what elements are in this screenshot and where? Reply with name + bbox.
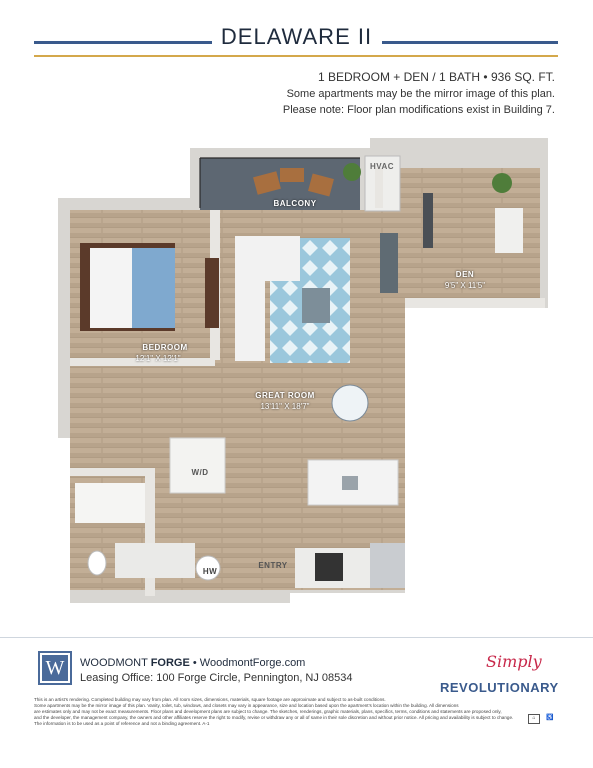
floor-plan (40, 138, 555, 608)
footer-rule (0, 637, 593, 638)
bed-blanket (132, 248, 175, 328)
disclaimer-line: This is an artist's rendering. Completed building may vary from plan. All room sizes, dimensions, materials, square footage are approximate and subject to as-built conditions. (34, 697, 386, 702)
leasing-office: Leasing Office: 100 Forge Circle, Pennington, NJ 08534 (80, 672, 353, 684)
woodmont-logo: W (38, 651, 72, 685)
accessibility-icon: ♿ (546, 715, 554, 721)
disclaimer-line: and the developer, the management company, the owners and other affiliates reserve the right to modify, revise or withdraw any or all of same in their sole discretion and without prior notice. All pricing and availability is subject to change. (34, 715, 514, 720)
brand-line (80, 657, 305, 669)
tv-console (380, 233, 398, 293)
balcony-table (280, 168, 304, 182)
brand-website-link[interactable]: • WoodmontForge.com (192, 657, 306, 669)
brand-name: WOODMONT (80, 657, 148, 669)
great-room-label: GREAT ROOM (255, 391, 315, 400)
entry-label: ENTRY (258, 561, 288, 570)
brand-name-bold: FORGE (150, 657, 190, 669)
plant-icon (492, 173, 512, 193)
disclaimer-line: Some apartments may be the mirror image of this plan. Vanity, toilet, tub, windows, and closets may vary in appearance, size and location based upon the apartment's location within the building. All dimensions (34, 703, 459, 708)
den-label: DEN (455, 270, 475, 279)
disclaimer-line: are estimates only and may not be exact measurements. Floor plans and development plans are subject to change. The sketches, renderings, graphic materials, plans, specifics, terms, conditions and statements are proposed only, (34, 709, 502, 714)
vanity (115, 543, 195, 578)
revolutionary-tagline: REVOLUTIONARY (440, 680, 559, 695)
sink-icon (342, 476, 358, 490)
laundry-closet (170, 438, 225, 493)
simply-tagline: Simply (486, 652, 542, 671)
den-bench (423, 193, 433, 248)
header-rule-gold (34, 55, 558, 57)
bedroom-dimensions: 12'1" X 12'1" (135, 354, 181, 363)
bathtub (75, 483, 145, 523)
modification-note: Please note: Floor plan modifications exist in Building 7. (282, 104, 555, 116)
disclaimer-line: The information is to be used as a point of reference and not a binding agreement. A-1 (34, 721, 210, 726)
coffee-table (302, 288, 330, 323)
balcony-label: BALCONY (273, 199, 317, 208)
range-icon (315, 553, 343, 581)
bedroom-label: BEDROOM (142, 343, 188, 352)
dining-table (332, 385, 368, 421)
equal-housing-icon: ⌂ (528, 714, 540, 724)
dresser (205, 258, 219, 328)
plant-icon (343, 163, 361, 181)
den-desk (495, 208, 523, 253)
plan-title: DELAWARE II (220, 24, 373, 49)
sofa-chaise (235, 236, 300, 281)
wd-label: W/D (191, 468, 209, 477)
hvac-label: HVAC (369, 162, 395, 171)
mirror-note: Some apartments may be the mirror image of this plan. (286, 88, 555, 100)
plan-summary: 1 BEDROOM + DEN / 1 BATH • 936 SQ. FT. (317, 70, 555, 84)
toilet-icon (88, 551, 106, 575)
den-dimensions: 9'5" X 11'5" (444, 281, 486, 290)
great-room-dimensions: 13'11" X 18'7" (260, 402, 310, 411)
hw-label: HW (202, 567, 218, 576)
fridge (370, 543, 405, 588)
